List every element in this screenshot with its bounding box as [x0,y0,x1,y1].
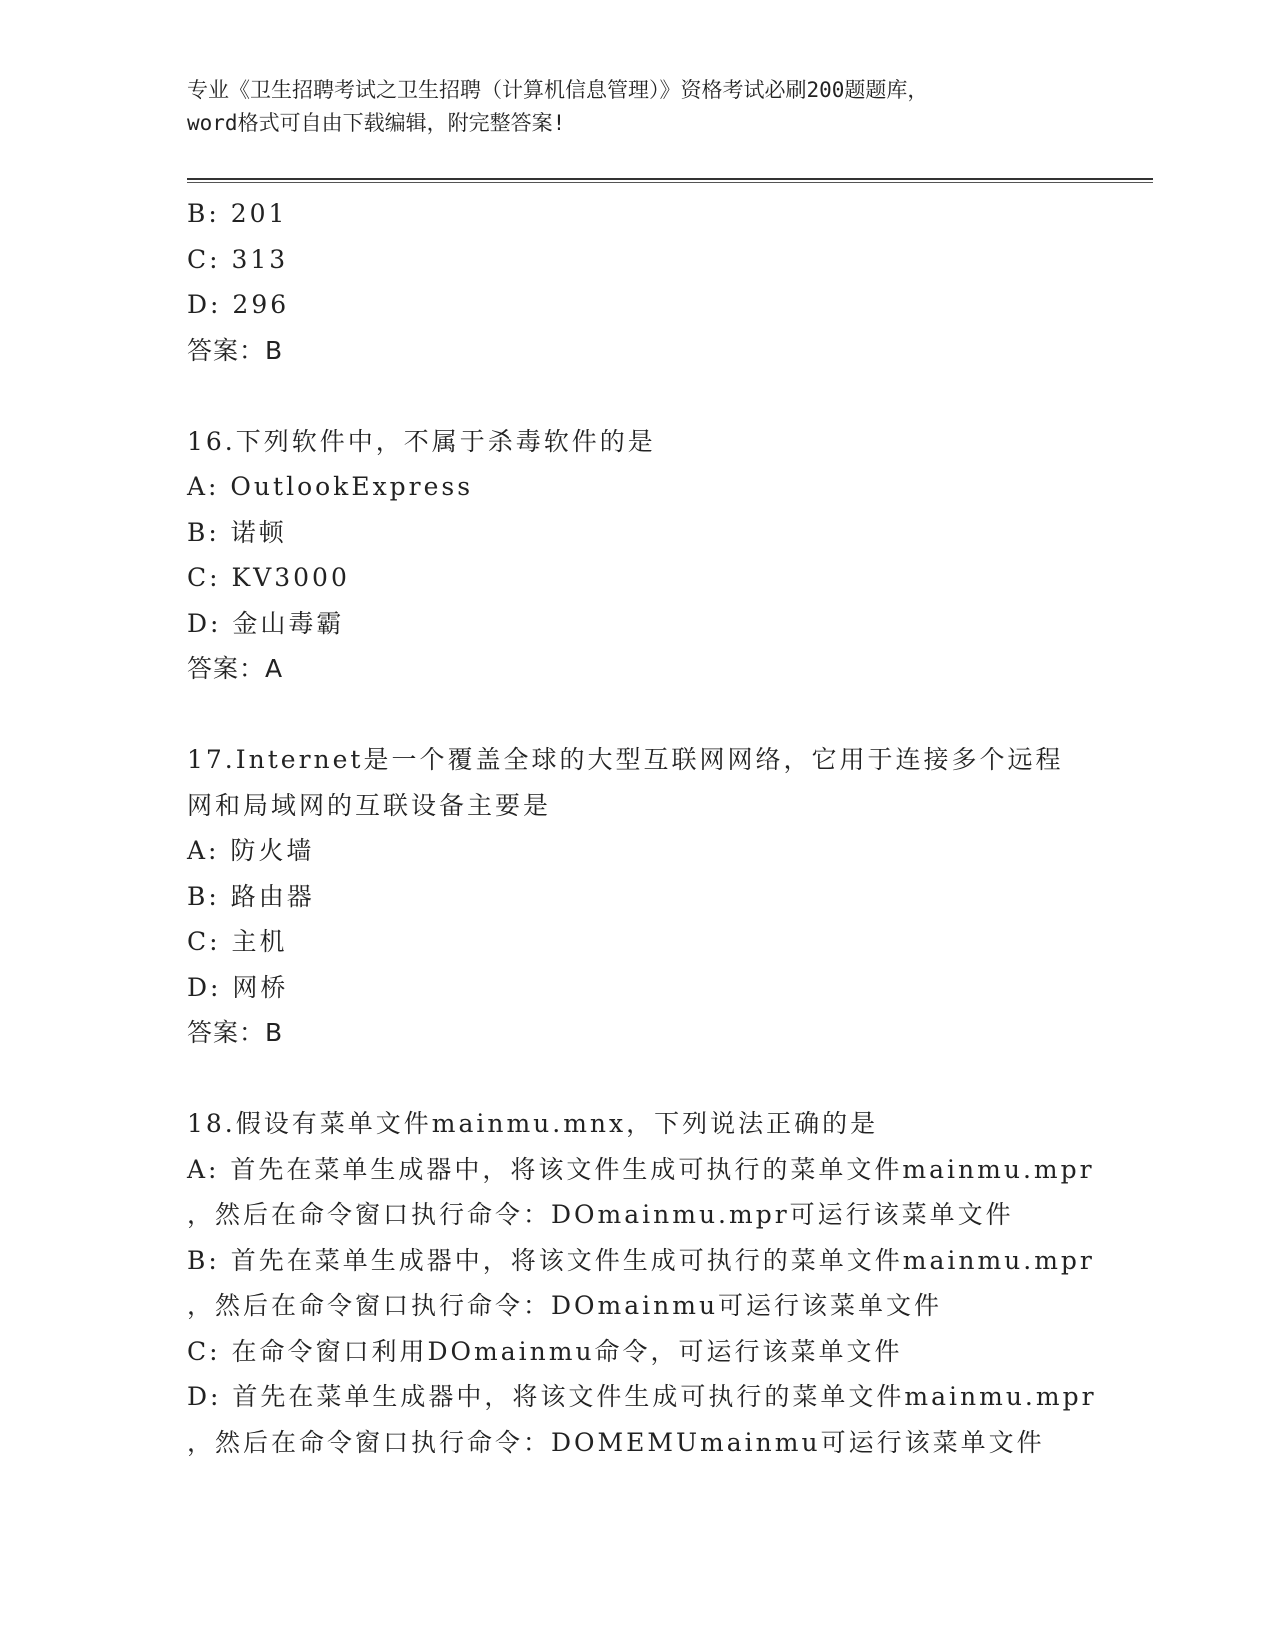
option-d: D: 金山毒霸 [187,608,345,638]
option-d: D: 首先在菜单生成器中，将该文件生成可执行的菜单文件mainmu.mpr [187,1382,1097,1411]
question-17 [187,737,1087,1056]
option-c: C: 主机 [187,927,288,956]
spacer [187,1056,1087,1102]
option-c: C: 313 [187,244,289,274]
header-title-line-2: word格式可自由下载编辑，附完整答案! [187,111,566,135]
question-stem: 17.Internet是一个覆盖全球的大型互联网网络，它用于连接多个远程 [187,745,1064,774]
option-a: A: 首先在菜单生成器中，将该文件生成可执行的菜单文件mainmu.mpr [187,1154,1095,1184]
question-15-tail [187,191,1087,373]
option-b: B: 首先在菜单生成器中，将该文件生成可执行的菜单文件mainmu.mpr [187,1245,1095,1275]
header-divider-thick [187,178,1153,180]
option-b: B: 路由器 [187,881,315,911]
header-title-line-1: 专业《卫生招聘考试之卫生招聘（计算机信息管理）》资格考试必刷200题题库， [187,78,929,102]
option-a: A: OutlookExpress [187,472,474,501]
question-18 [187,1101,1097,1465]
option-a-continued: ，然后在命令窗口执行命令：DOmainmu.mpr可运行该菜单文件 [187,1200,1014,1229]
question-stem: 16.下列软件中，不属于杀毒软件的是 [187,426,656,456]
option-b: B: 诺顿 [187,517,287,547]
answer-label: 答案：B [187,1018,284,1047]
header-divider-thin [187,182,1153,183]
answer-label: 答案：B [187,335,284,365]
question-list [187,191,1097,1465]
option-b-continued: ，然后在命令窗口执行命令：DOmainmu可运行该菜单文件 [187,1291,943,1320]
answer-label: 答案：A [187,654,284,683]
spacer [187,373,1087,419]
option-d: D: 网桥 [187,972,289,1002]
option-a: A: 防火墙 [187,836,315,865]
option-d: D: 296 [187,290,290,319]
option-c: C: 在命令窗口利用DOmainmu命令，可运行该菜单文件 [187,1336,903,1366]
question-stem-continued: 网和局域网的互联设备主要是 [187,790,552,820]
page-header [187,74,1087,140]
option-c: C: KV3000 [187,563,350,592]
option-d-continued: ，然后在命令窗口执行命令：DOMEMUmainmu可运行该菜单文件 [187,1427,1045,1457]
option-b: B: 201 [187,199,288,228]
question-stem: 18.假设有菜单文件mainmu.mnx，下列说法正确的是 [187,1109,879,1138]
spacer [187,692,1087,738]
question-16 [187,419,1087,692]
